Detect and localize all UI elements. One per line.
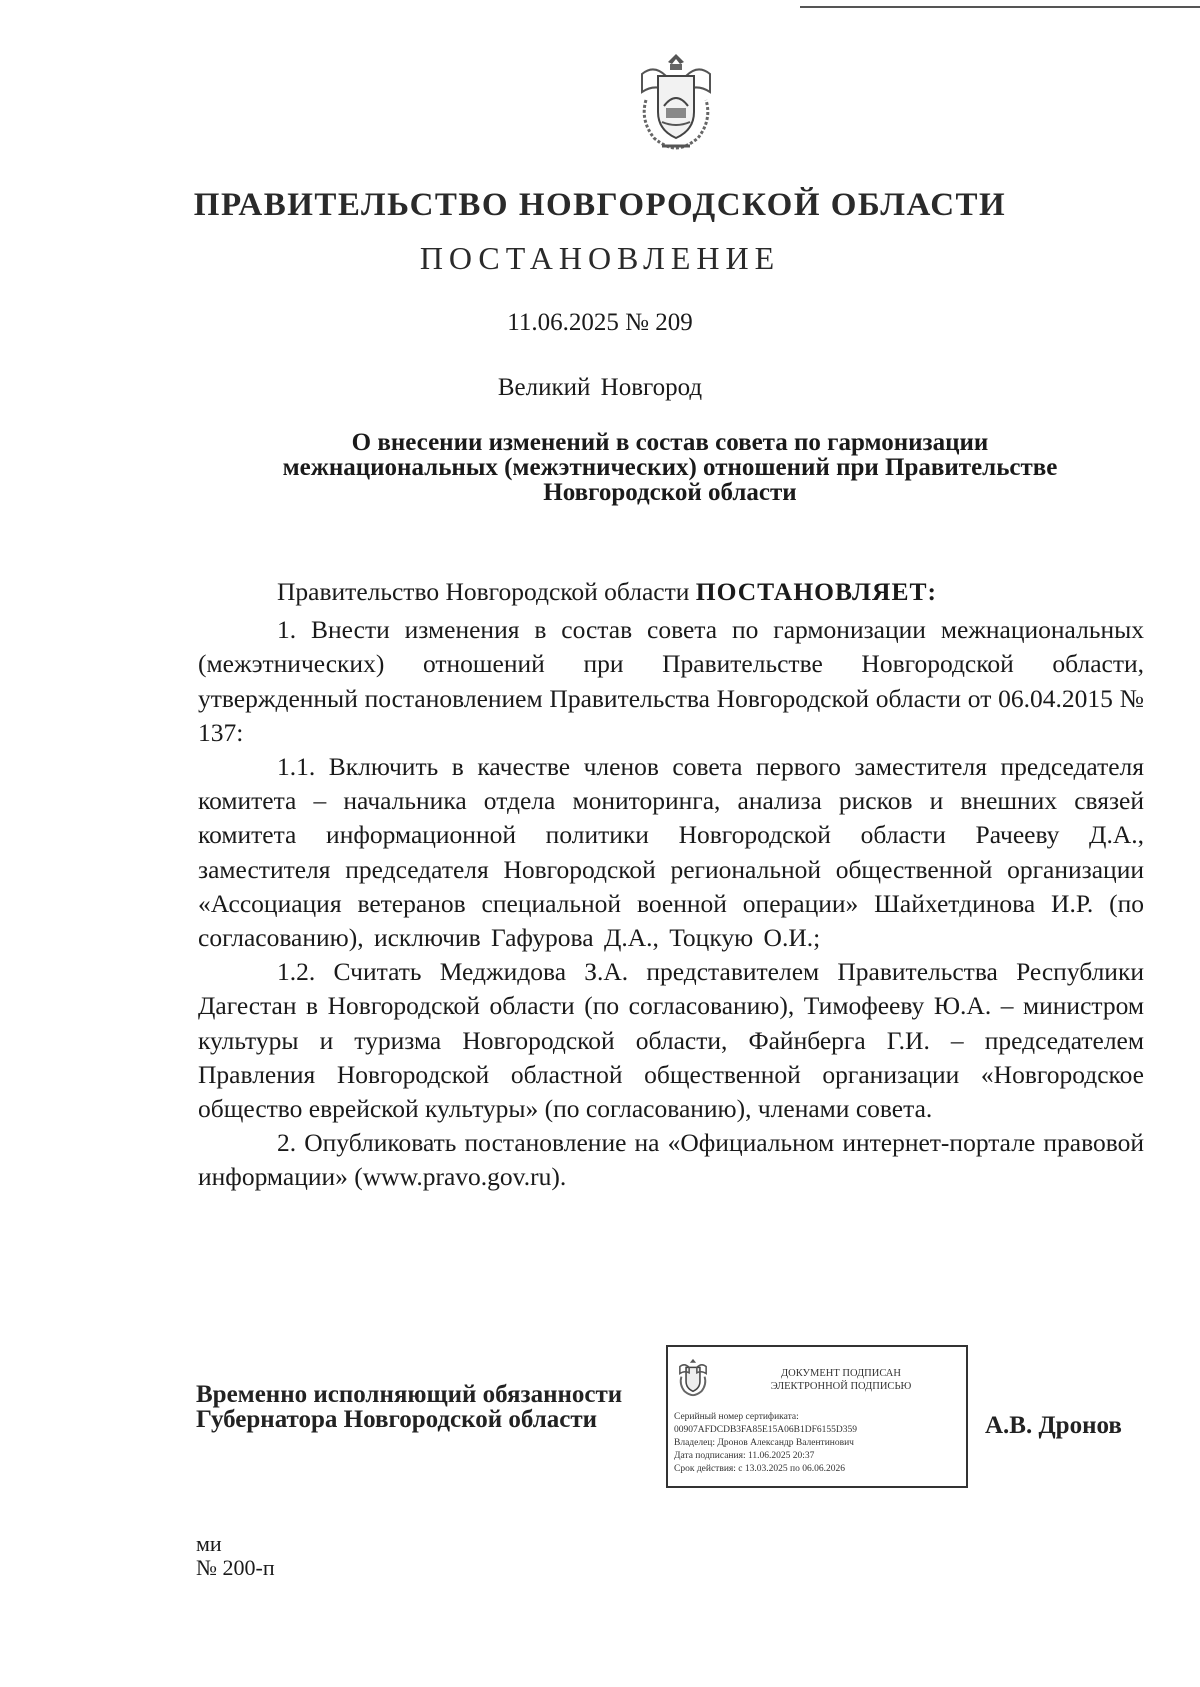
document-type: ПОСТАНОВЛЕНИЕ xyxy=(419,240,781,276)
subject-line: О внесении изменений в состав совета по гармонизации xyxy=(351,429,989,456)
preamble-text: Правительство Новгородской области xyxy=(277,577,696,606)
footer-note xyxy=(196,1532,275,1580)
signer-title xyxy=(196,1382,676,1432)
coat-of-arms-emblem xyxy=(632,50,720,152)
preamble-emphasis: ПОСТАНОВЛЯЕТ: xyxy=(695,577,937,606)
stamp-emblem-icon xyxy=(676,1356,710,1398)
paragraph-2: 2. Опубликовать постановление на «Официальном интернет-портале правовой информации» (www.pravo.gov.ru). xyxy=(198,1128,1144,1192)
stamp-signed-date: Дата подписания: 11.06.2025 20:37 xyxy=(674,1451,815,1461)
stamp-details xyxy=(674,1411,966,1476)
stamp-owner: Владелец: Дронов Александр Валентинович xyxy=(674,1438,854,1448)
stamp-header-line: ЭЛЕКТРОННОЙ ПОДПИСЬЮ xyxy=(770,1381,912,1392)
electronic-signature-stamp xyxy=(666,1345,968,1488)
stamp-validity: Срок действия: с 13.03.2025 по 06.06.2026 xyxy=(674,1464,845,1474)
stamp-header xyxy=(716,1367,966,1393)
stamp-header-line: ДОКУМЕНТ ПОДПИСАН xyxy=(781,1368,901,1379)
subject-line: Новгородской области xyxy=(543,479,797,506)
subject-line: межнациональных (межэтнических) отношений при Правительстве xyxy=(282,454,1058,481)
document-date-number: 11.06.2025 № 209 xyxy=(507,309,693,336)
signer-title-line: Губернатора Новгородской области xyxy=(196,1406,598,1433)
signer-title-line: Временно исполняющий обязанности xyxy=(196,1381,623,1408)
document-subject xyxy=(230,430,1110,505)
stamp-serial-value: 00907AFDCDB3FA85E15A06B1DF6155D359 xyxy=(674,1425,857,1435)
paragraph-1-1: 1.1. Включить в качестве членов совета первого заместителя председателя комитета – начальника отдела мониторинга, анализа рисков и внешних связей комитета информационной политики Новгородской области Рачееву Д.А., заместителя председателя Новгородской региональной общественной организации «Ассоциация ветеранов специальной военной операции» Шайхетдинова И.Р. (по согласованию), исключив Гафурова Д.А., Тоцкую О.И.; xyxy=(198,752,1144,953)
stamp-serial-label: Серийный номер сертификата: xyxy=(674,1412,799,1422)
form-number: № 200-п xyxy=(196,1555,275,1580)
paragraph-1-2: 1.2. Считать Меджидова З.А. представителем Правительства Республики Дагестан в Новгородской области (по согласованию), Тимофееву Ю.А. – министром культуры и туризма Новгородской области, Файнберга Г.И. – председателем Правления Новгородской областной общественной организации «Новгородское общество еврейской культуры» (по согласованию), членами совета. xyxy=(198,957,1144,1124)
paragraph-1: 1. Внести изменения в состав совета по гармонизации межнациональных (межэтнических) отношений при Правительстве Новгородской области, утвержденный постановлением Правительства Новгородской области от 06.04.2015 № 137: xyxy=(198,615,1144,747)
document-body xyxy=(198,575,1144,1195)
signer-name: А.В. Дронов xyxy=(985,1412,1122,1439)
preamble xyxy=(198,575,1144,609)
government-title: ПРАВИТЕЛЬСТВО НОВГОРОДСКОЙ ОБЛАСТИ xyxy=(193,187,1007,223)
scan-edge-line xyxy=(800,6,1200,8)
executor-initials: ми xyxy=(196,1531,222,1556)
document-city: Великий Новгород xyxy=(497,374,703,401)
